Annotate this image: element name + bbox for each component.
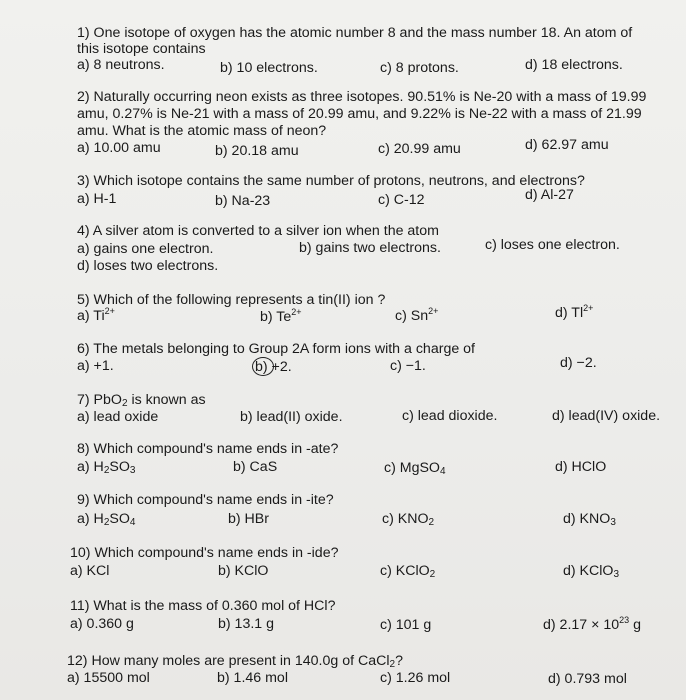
question-5-stem: 5) Which of the following represents a tin(II) ion ? bbox=[77, 292, 386, 308]
question-2-stem-line-3: amu. What is the atomic mass of neon? bbox=[77, 123, 327, 139]
question-4-option-a: a) gains one electron. bbox=[77, 241, 214, 257]
question-10-option-d: d) KClO$_3$ bbox=[563, 563, 620, 580]
question-3-option-d: d) Al-27 bbox=[525, 187, 574, 203]
question-4-option-c: c) loses one electron. bbox=[485, 237, 620, 253]
question-6-stem: 6) The metals belonging to Group 2A form ions with a charge of bbox=[77, 341, 475, 357]
question-10-stem: 10) Which compound's name ends in -ide? bbox=[70, 545, 339, 561]
question-5-option-a: a) $Ti^{2+}$ bbox=[77, 306, 115, 324]
question-12-stem: 12) How many moles are present in 140.0g of CaCl$_2$? bbox=[67, 653, 403, 670]
question-10-option-a: a) KCl bbox=[70, 563, 110, 579]
question-4-option-b: b) gains two electrons. bbox=[299, 240, 441, 256]
question-12-option-d: d) 0.793 mol bbox=[548, 671, 627, 687]
question-1-option-d: d) 18 electrons. bbox=[525, 57, 623, 73]
question-6-option-a: a) +1. bbox=[77, 358, 114, 374]
question-9-option-b: b) HBr bbox=[228, 511, 269, 527]
question-8-option-a: a) $H_2SO_3$ bbox=[77, 459, 136, 476]
question-8-stem: 8) Which compound's name ends in -ate? bbox=[77, 441, 339, 457]
question-11-option-b: b) 13.1 g bbox=[218, 616, 275, 632]
question-3-option-b: b) Na-23 bbox=[215, 193, 271, 209]
question-6-option-b: b) +2. bbox=[255, 359, 292, 375]
question-3-option-c: c) C-12 bbox=[378, 192, 425, 208]
question-1-option-a: a) 8 neutrons. bbox=[77, 57, 165, 73]
question-9-option-a: a) $H_2SO_4$ bbox=[77, 511, 136, 528]
question-12-option-c: c) 1.26 mol bbox=[380, 670, 451, 686]
question-10-option-c: c) KClO$_2$ bbox=[380, 563, 436, 580]
question-2-option-a: a) 10.00 amu bbox=[77, 140, 161, 156]
question-4-option-d: d) loses two electrons. bbox=[77, 258, 219, 274]
question-4-stem: 4) A silver atom is converted to a silver ion when the atom bbox=[77, 223, 439, 239]
question-8-option-c: c) MgSO$_4$ bbox=[384, 460, 446, 477]
question-3-option-a: a) H-1 bbox=[77, 191, 117, 207]
question-2-option-b: b) 20.18 amu bbox=[215, 143, 299, 159]
question-5-option-d: d) $Tl^{2+}$ bbox=[555, 303, 594, 321]
question-2-stem-line-2: amu, 0.27% is Ne-21 with a mass of 20.99 amu, and 9.22% is Ne-22 with a mass of 21.99 bbox=[77, 106, 642, 122]
question-9-option-d: d) $KNO_3$ bbox=[563, 511, 616, 528]
question-11-option-c: c) 101 g bbox=[380, 617, 432, 633]
question-6-option-c: c) −1. bbox=[390, 358, 426, 374]
question-5-option-b: b) $Te^{2+}$ bbox=[260, 307, 302, 325]
question-7-option-c: c) lead dioxide. bbox=[402, 408, 498, 424]
question-7-stem: 7) PbO$_2$ is known as bbox=[77, 392, 206, 409]
question-11-option-d: d) $2.17 \times 10^{23}$ g bbox=[543, 615, 641, 633]
question-5-option-c: c) $Sn^{2+}$ bbox=[395, 306, 439, 324]
question-8-option-d: d) HClO bbox=[555, 459, 607, 475]
question-3-stem: 3) Which isotope contains the same number of protons, neutrons, and electrons? bbox=[77, 173, 585, 189]
question-7-option-b: b) lead(II) oxide. bbox=[240, 409, 343, 425]
question-9-stem: 9) Which compound's name ends in -ite? bbox=[77, 492, 334, 508]
question-2-option-c: c) 20.99 amu bbox=[378, 141, 461, 157]
question-12-option-a: a) 15500 mol bbox=[67, 670, 150, 686]
question-1-option-c: c) 8 protons. bbox=[380, 60, 459, 76]
question-1-option-b: b) 10 electrons. bbox=[220, 60, 318, 76]
question-1-stem-line-1: 1) One isotope of oxygen has the atomic number 8 and the mass number 18. An atom of bbox=[77, 25, 633, 41]
question-12-option-b: b) 1.46 mol bbox=[217, 670, 288, 686]
question-1-stem-line-2: this isotope contains bbox=[77, 41, 206, 57]
question-6-option-d: d) −2. bbox=[560, 355, 597, 371]
question-2-stem-line-1: 2) Naturally occurring neon exists as three isotopes. 90.51% is Ne-20 with a mass of 19.99 bbox=[77, 89, 647, 105]
question-7-option-d: d) lead(IV) oxide. bbox=[552, 408, 661, 424]
question-9-option-c: c) $KNO_2$ bbox=[382, 511, 435, 528]
question-11-option-a: a) 0.360 g bbox=[70, 616, 134, 632]
question-2-option-d: d) 62.97 amu bbox=[525, 137, 609, 153]
question-8-option-b: b) CaS bbox=[233, 459, 278, 475]
question-10-option-b: b) KClO bbox=[218, 563, 269, 579]
question-7-option-a: a) lead oxide bbox=[77, 409, 159, 425]
question-11-stem: 11) What is the mass of 0.360 mol of HCl? bbox=[70, 598, 336, 614]
